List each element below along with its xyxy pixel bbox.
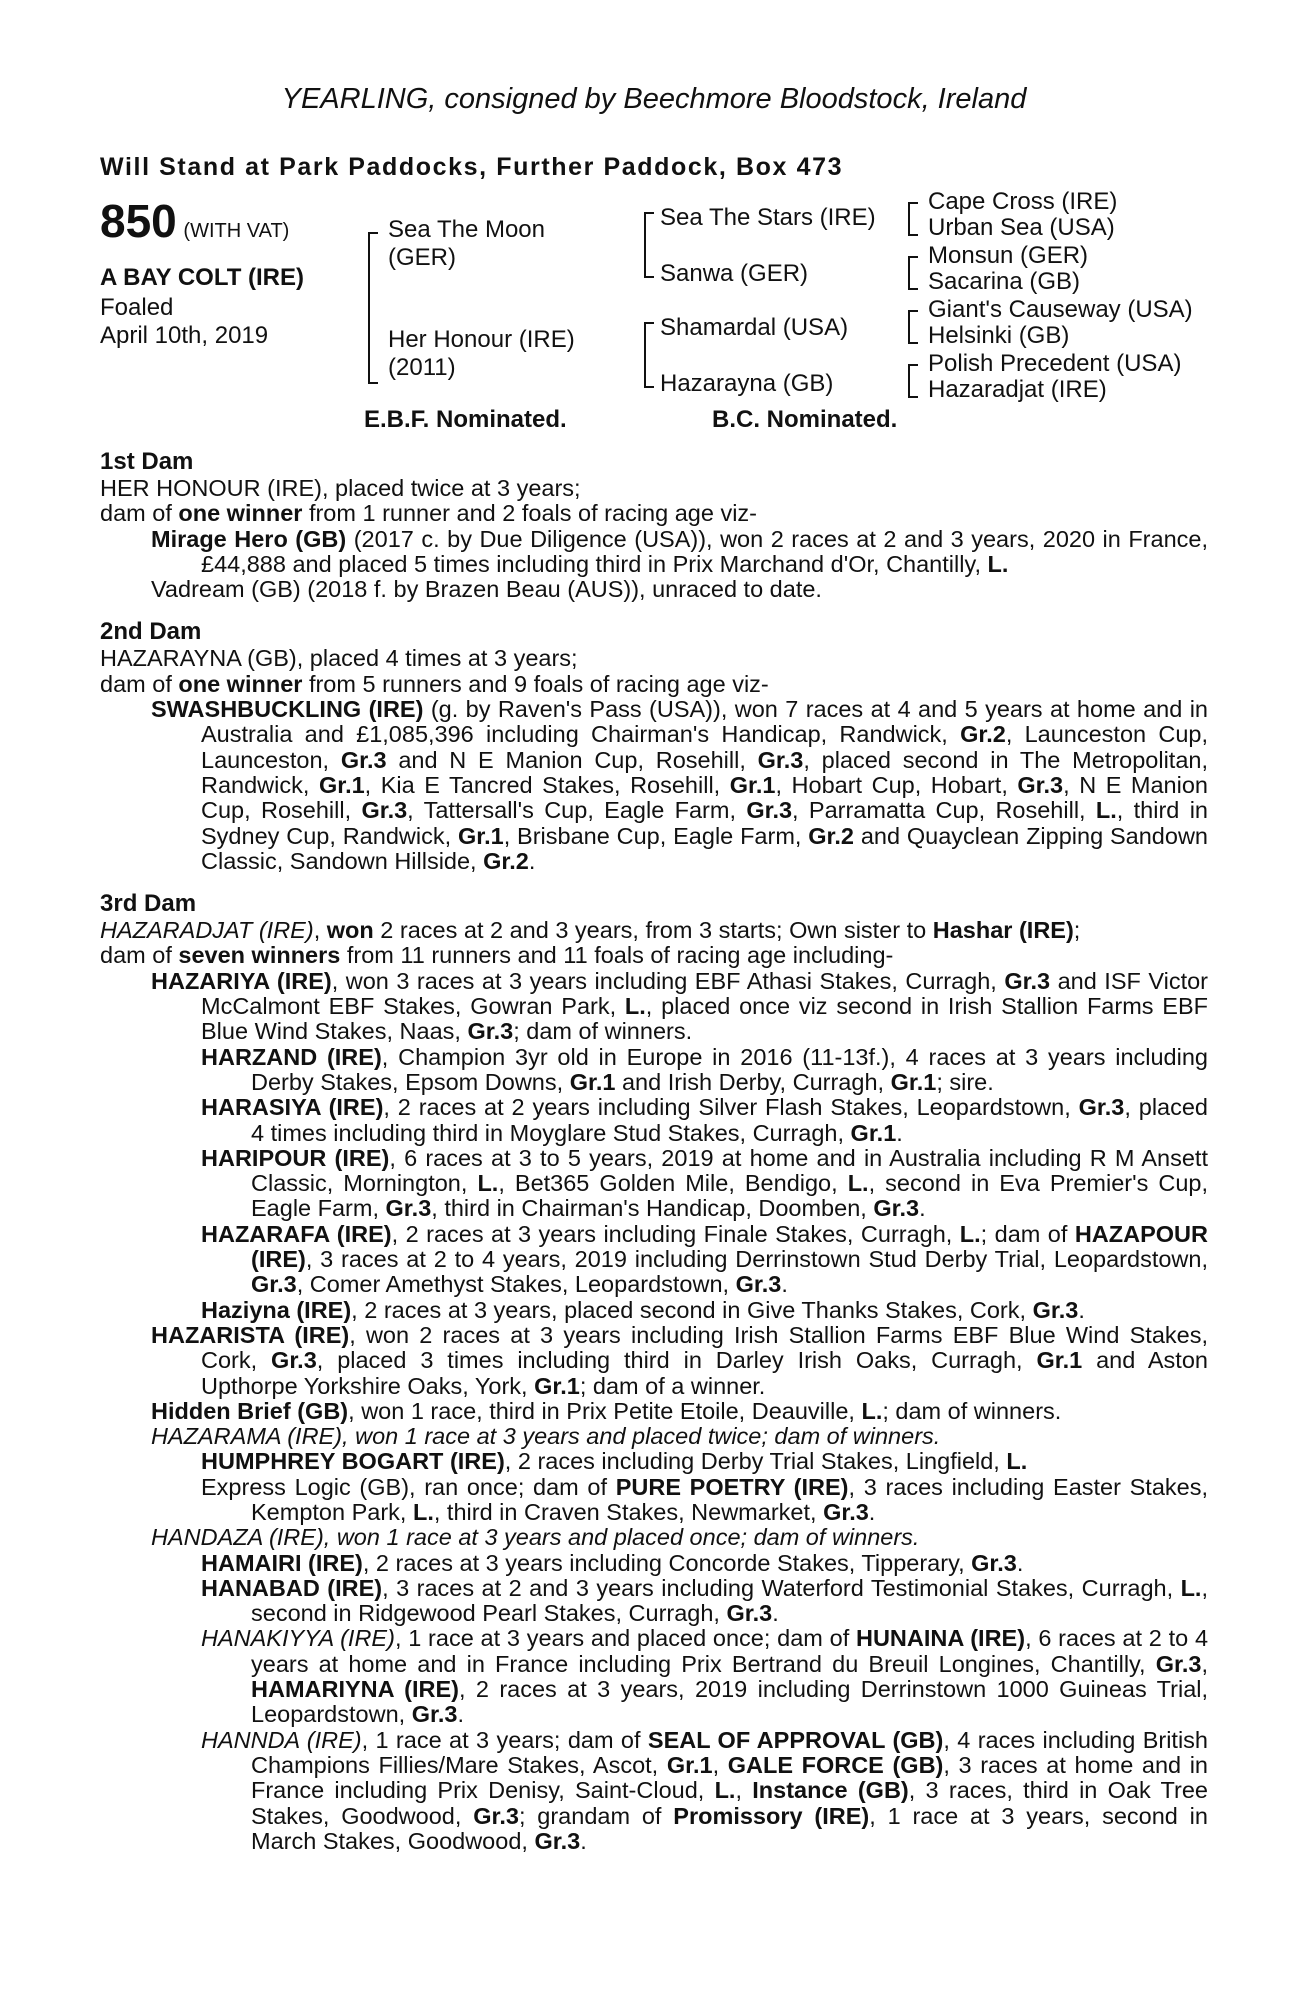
sss-name: Cape Cross (IRE) bbox=[928, 188, 1118, 215]
produce-entry: HARIPOUR (IRE), 6 races at 3 to 5 years, 2019 at home and in Australia including R M Ansett Classic, Mornington, L., Bet365 Golden Mile, Bendigo, L., second in Eva Premier's Cup, Eagle Farm, Gr.3, third in Chairman's Handicap, Doomben, Gr.3. bbox=[201, 1144, 1209, 1222]
sire-sire: Sea The Stars (IRE) bbox=[660, 204, 876, 231]
produce-entry: HAZARIYA (IRE), won 3 races at 3 years including EBF Athasi Stakes, Curragh, Gr.3 and ISF Victor McCalmont EBF Stakes, Gowran Park, L., placed once viz second in Irish Stallion Farms EBF Blue Wind Stakes, Naas, Gr.3; dam of winners. bbox=[151, 967, 1208, 1045]
brace-4b bbox=[908, 256, 918, 290]
produce-entry: Mirage Hero (GB) (2017 c. by Due Diligence (USA)), won 2 races at 2 and 3 years, 2020 in France, £44,888 and placed 5 times including third in Prix Marchand d'Or, Chantilly, L. bbox=[151, 525, 1208, 577]
ddd-name: Hazaradjat (IRE) bbox=[928, 376, 1107, 403]
lot-number: 850 bbox=[100, 195, 177, 247]
produce-entry: HANDAZA (IRE), won 1 race at 3 years and placed once; dam of winners. bbox=[151, 1524, 920, 1551]
dsd-name: Helsinki (GB) bbox=[928, 322, 1070, 349]
produce-entry: HANABAD (IRE), 3 races at 2 and 3 years including Waterford Testimonial Stakes, Curragh, L., second in Ridgewood Pearl Stakes, Curragh, Gr.3. bbox=[201, 1574, 1208, 1627]
dss-name: Giant's Causeway (USA) bbox=[928, 296, 1193, 323]
dam-name: Her Honour (IRE) bbox=[388, 326, 575, 353]
bc-nominated: B.C. Nominated. bbox=[712, 406, 898, 433]
brace-4d bbox=[908, 364, 918, 398]
produce-entry: HANAKIYYA (IRE), 1 race at 3 years and placed once; dam of HUNAINA (IRE), 6 races at 2 to 4 years at home and in France including Prix Bertrand du Breuil Longines, Chantilly, Gr.3, HAMARIYNA (IRE), 2 races at 3 years, 2019 including Derrinstown 1000 Guineas Trial, Leopardstown, Gr.3. bbox=[201, 1625, 1209, 1728]
third-dam-section bbox=[100, 890, 1208, 1854]
second-dam-produce-line: dam of one winner from 5 runners and 9 foals of racing age viz- bbox=[100, 670, 769, 697]
sds-name: Monsun (GER) bbox=[928, 242, 1089, 269]
produce-entry: Express Logic (GB), ran once; dam of PURE POETRY (IRE), 3 races including Easter Stakes, Kempton Park, L., third in Craven Stakes, Newmarket, Gr.3. bbox=[201, 1473, 1208, 1525]
ebf-nominated: E.B.F. Nominated. bbox=[364, 406, 567, 433]
dds-name: Polish Precedent (USA) bbox=[928, 350, 1182, 377]
produce-entry: SWASHBUCKLING (IRE) (g. by Raven's Pass (USA)), won 7 races at 4 and 5 years at home and in Australia and £1,085,396 including Chairman's Handicap, Randwick, Gr.2, Launceston Cup, Launceston, Gr.3 and N E Manion Cup, Rosehill, Gr.3, placed second in The Metropolitan, Randwick, Gr.1, Kia E Tancred Stakes, Rosehill, Gr.1, Hobart Cup, Hobart, Gr.3, N E Manion Cup, Rosehill, Gr.3, Tattersall's Cup, Eagle Farm, Gr.3, Parramatta Cup, Rosehill, L., third in Sydney Cup, Randwick, Gr.1, Brisbane Cup, Eagle Farm, Gr.2 and Quayclean Zipping Sandown Classic, Sandown Hillside, Gr.2. bbox=[151, 696, 1209, 874]
produce-entry: HAZARISTA (IRE), won 2 races at 3 years including Irish Stallion Farms EBF Blue Wind Stakes, Cork, Gr.3, placed 3 times including third in Darley Irish Oaks, Curragh, Gr.1 and Aston Upthorpe Yorkshire Oaks, York, Gr.1; dam of a winner. bbox=[151, 1321, 1208, 1399]
produce-entry: Hidden Brief (GB), won 1 race, third in Prix Petite Etoile, Deauville, L.; dam of winners. bbox=[151, 1397, 1062, 1424]
page-subtitle: YEARLING, consigned by Beechmore Bloodstock, Ireland bbox=[281, 83, 1027, 115]
first-dam-produce-line: dam of one winner from 1 runner and 2 foals of racing age viz- bbox=[100, 500, 757, 527]
foaled-date: April 10th, 2019 bbox=[100, 322, 269, 349]
second-dam-section bbox=[100, 618, 1208, 874]
second-dam-line: HAZARAYNA (GB), placed 4 times at 3 years; bbox=[100, 645, 578, 672]
third-dam-line: HAZARADJAT (IRE), won 2 races at 2 and 3 years, from 3 starts; Own sister to Hashar (IRE); bbox=[100, 917, 1081, 944]
produce-entry: Haziyna (IRE), 2 races at 3 years, placed second in Give Thanks Stakes, Cork, Gr.3. bbox=[201, 1296, 1085, 1323]
produce-entry: HARZAND (IRE), Champion 3yr old in Europe in 2016 (11-13f.), 4 races at 3 years including Derby Stakes, Epsom Downs, Gr.1 and Irish Derby, Curragh, Gr.1; sire. bbox=[201, 1043, 1208, 1095]
second-dam-heading: 2nd Dam bbox=[100, 618, 202, 646]
stand-location: Will Stand at Park Paddocks, Further Paddock, Box 473 bbox=[100, 153, 844, 181]
dam-sire: Shamardal (USA) bbox=[660, 314, 849, 341]
vat-note: (WITH VAT) bbox=[183, 220, 290, 242]
pedigree-block bbox=[100, 188, 1208, 504]
third-dam-produce-line: dam of seven winners from 11 runners and 11 foals of racing age including- bbox=[100, 942, 894, 969]
produce-entry: HARASIYA (IRE), 2 races at 2 years including Silver Flash Stakes, Leopardstown, Gr.3, placed 4 times including third in Moyglare Stud Stakes, Curragh, Gr.1. bbox=[201, 1094, 1209, 1146]
sire-name: Sea The Moon bbox=[388, 216, 545, 243]
sire-line-brace bbox=[644, 212, 654, 278]
dam-line-brace bbox=[644, 322, 654, 388]
first-dam-line: HER HONOUR (IRE), placed twice at 3 years; bbox=[100, 475, 581, 501]
catalogue-page bbox=[100, 82, 1208, 1854]
sire-brace bbox=[368, 232, 378, 384]
brace-4a bbox=[908, 202, 918, 236]
produce-entry: HUMPHREY BOGART (IRE), 2 races including Derby Trial Stakes, Lingfield, L. bbox=[201, 1448, 1028, 1475]
sdd-name: Sacarina (GB) bbox=[928, 268, 1081, 295]
lot-number-line bbox=[100, 196, 289, 246]
produce-entry: HAMAIRI (IRE), 2 races at 3 years including Concorde Stakes, Tipperary, Gr.3. bbox=[201, 1549, 1024, 1576]
produce-entry: HAZARAMA (IRE), won 1 race at 3 years and placed twice; dam of winners. bbox=[151, 1423, 941, 1450]
foaled-label: Foaled bbox=[100, 294, 174, 321]
sire-dam: Sanwa (GER) bbox=[660, 260, 809, 287]
ssd-name: Urban Sea (USA) bbox=[928, 214, 1115, 241]
dam-year: (2011) bbox=[388, 354, 456, 381]
horse-name: A BAY COLT (IRE) bbox=[100, 264, 305, 291]
produce-entry: HANNDA (IRE), 1 race at 3 years; dam of SEAL OF APPROVAL (GB), 4 races including British Champions Fillies/Mare Stakes, Ascot, Gr.1, GALE FORCE (GB), 3 races at home and in France including Prix Denisy, Saint-Cloud, L., Instance (GB), 3 races, third in Oak Tree Stakes, Goodwood, Gr.3; grandam of Promissory (IRE), 1 race at 3 years, second in March Stakes, Goodwood, Gr.3. bbox=[201, 1726, 1209, 1854]
brace-4c bbox=[908, 310, 918, 344]
sire-country: (GER) bbox=[388, 244, 456, 271]
dam-dam: Hazarayna (GB) bbox=[660, 370, 834, 397]
first-dam-heading: 1st Dam bbox=[100, 448, 194, 475]
produce-entry: HAZARAFA (IRE), 2 races at 3 years including Finale Stakes, Curragh, L.; dam of HAZAPOUR (IRE), 3 races at 2 to 4 years, 2019 including Derrinstown Stud Derby Trial, Leopardstown, Gr.3, Comer Amethyst Stakes, Leopardstown, Gr.3. bbox=[201, 1220, 1208, 1298]
third-dam-heading: 3rd Dam bbox=[100, 890, 197, 918]
produce-entry: Vadream (GB) (2018 f. by Brazen Beau (AUS)), unraced to date. bbox=[151, 576, 822, 603]
